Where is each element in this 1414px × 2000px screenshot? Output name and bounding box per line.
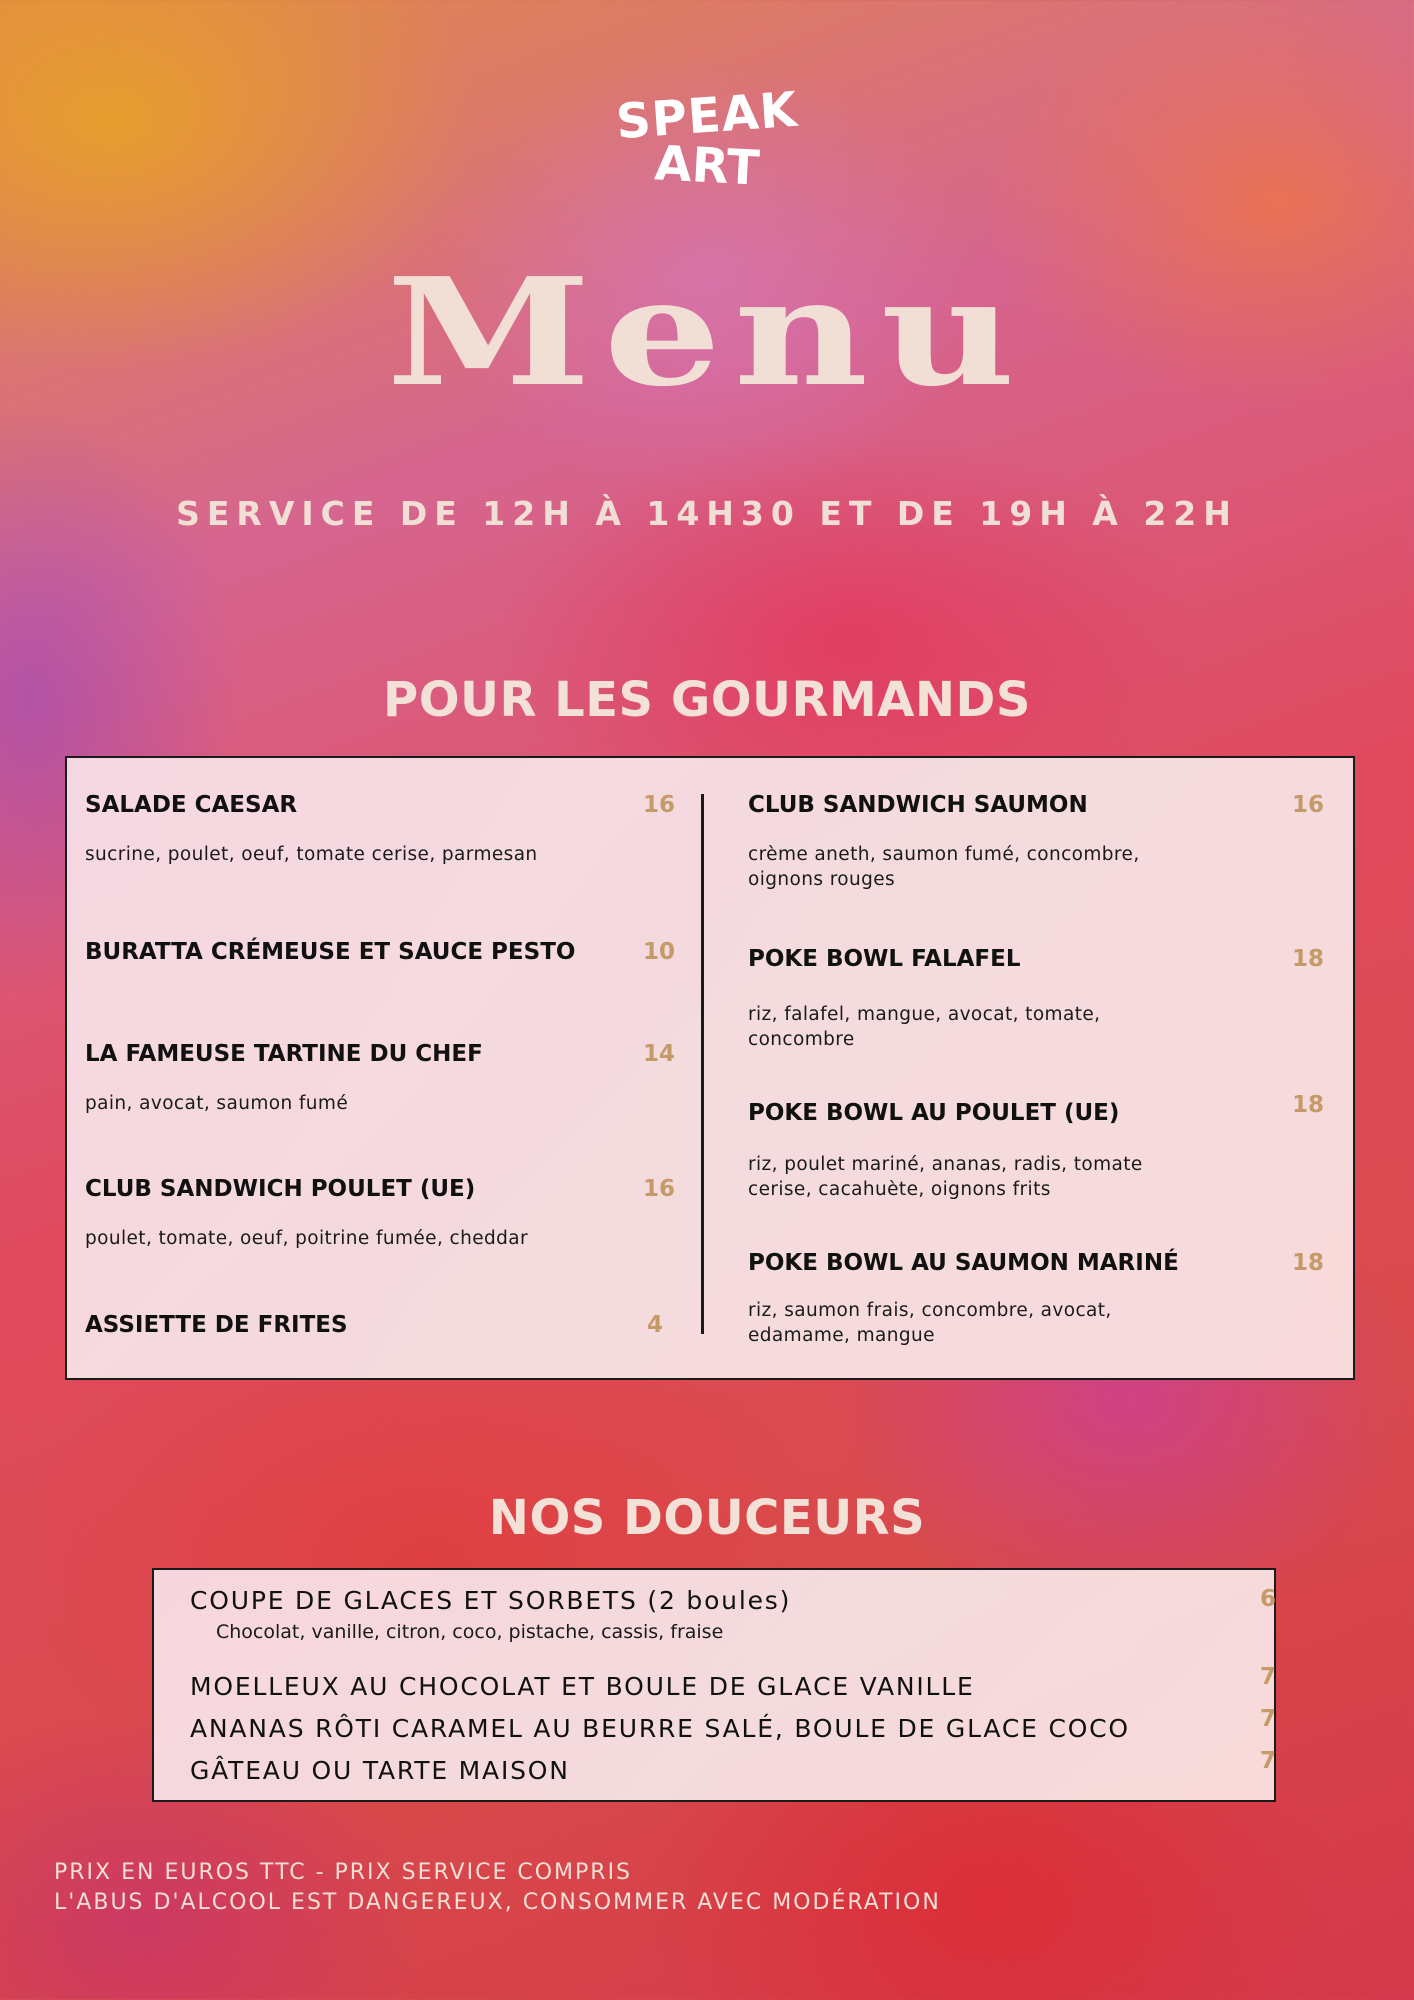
dessert-name: ANANAS RÔTI CARAMEL AU BEURRE SALÉ, BOULE DE GLACE COCO (190, 1714, 1130, 1743)
dessert-name: MOELLEUX AU CHOCOLAT ET BOULE DE GLACE VANILLE (190, 1672, 975, 1701)
item-name: LA FAMEUSE TARTINE DU CHEF (85, 1041, 483, 1067)
dessert-price: 7 (1260, 1748, 1277, 1774)
dessert-item (190, 1748, 1277, 1785)
item-price: 16 (643, 792, 676, 818)
item-price: 16 (1292, 792, 1325, 818)
speak-art-logo (612, 81, 802, 202)
dessert-price: 7 (1260, 1706, 1277, 1732)
logo-line-2: ART (653, 135, 761, 197)
douceurs-menu-box (152, 1568, 1276, 1802)
item-name: BURATTA CRÉMEUSE ET SAUCE PESTO (85, 939, 576, 965)
item-name: POKE BOWL AU POULET (UE) (748, 1100, 1120, 1126)
item-description: riz, saumon frais, concombre, avocat, edamame, mangue (748, 1300, 1112, 1346)
item-name: SALADE CAESAR (85, 792, 298, 818)
section-title-gourmands: POUR LES GOURMANDS (383, 672, 1031, 728)
item-price: 18 (1292, 1250, 1325, 1276)
section-title-douceurs: NOS DOUCEURS (488, 1490, 926, 1546)
item-price: 14 (643, 1041, 676, 1067)
gourmands-menu-box (65, 756, 1355, 1380)
item-name: CLUB SANDWICH POULET (UE) (85, 1176, 476, 1202)
dessert-name: GÂTEAU OU TARTE MAISON (190, 1756, 570, 1785)
dessert-item (190, 1664, 1277, 1701)
item-description: sucrine, poulet, oeuf, tomate cerise, parmesan (85, 844, 538, 865)
dessert-name: COUPE DE GLACES ET SORBETS (2 boules) (190, 1586, 792, 1615)
column-divider (701, 794, 704, 1334)
dessert-price: 6 (1260, 1586, 1277, 1612)
dessert-description: Chocolat, vanille, citron, coco, pistache, cassis, fraise (216, 1621, 724, 1643)
item-description: pain, avocat, saumon fumé (85, 1093, 349, 1114)
service-hours: SERVICE DE 12H À 14H30 ET DE 19H À 22H (176, 494, 1238, 533)
item-name: ASSIETTE DE FRITES (85, 1312, 348, 1338)
item-name: POKE BOWL FALAFEL (748, 946, 1021, 972)
menu-title: Menu (386, 245, 1028, 419)
item-price: 16 (643, 1176, 676, 1202)
item-name: POKE BOWL AU SAUMON MARINÉ (748, 1250, 1179, 1276)
item-price: 18 (1292, 946, 1325, 972)
item-description: crème aneth, saumon fumé, concombre, oignons rouges (748, 844, 1140, 890)
item-description: riz, poulet mariné, ananas, radis, tomate cerise, cacahuète, oignons frits (748, 1154, 1143, 1200)
footer-alcohol-warning: L'ABUS D'ALCOOL EST DANGEREUX, CONSOMMER AVEC MODÉRATION (54, 1890, 941, 1915)
item-description: riz, falafel, mangue, avocat, tomate, concombre (748, 1004, 1101, 1050)
dessert-item (190, 1586, 1277, 1643)
item-price: 10 (643, 939, 676, 965)
dessert-item (190, 1706, 1277, 1743)
dessert-price: 7 (1260, 1664, 1277, 1690)
item-price: 18 (1292, 1092, 1325, 1118)
footer-notes (54, 1858, 941, 1918)
logo-line-1: SPEAK (614, 81, 800, 151)
item-description: poulet, tomate, oeuf, poitrine fumée, cheddar (85, 1228, 529, 1249)
footer-price-note: PRIX EN EUROS TTC - PRIX SERVICE COMPRIS (54, 1860, 633, 1885)
item-price: 4 (647, 1312, 664, 1338)
item-name: CLUB SANDWICH SAUMON (748, 792, 1088, 818)
